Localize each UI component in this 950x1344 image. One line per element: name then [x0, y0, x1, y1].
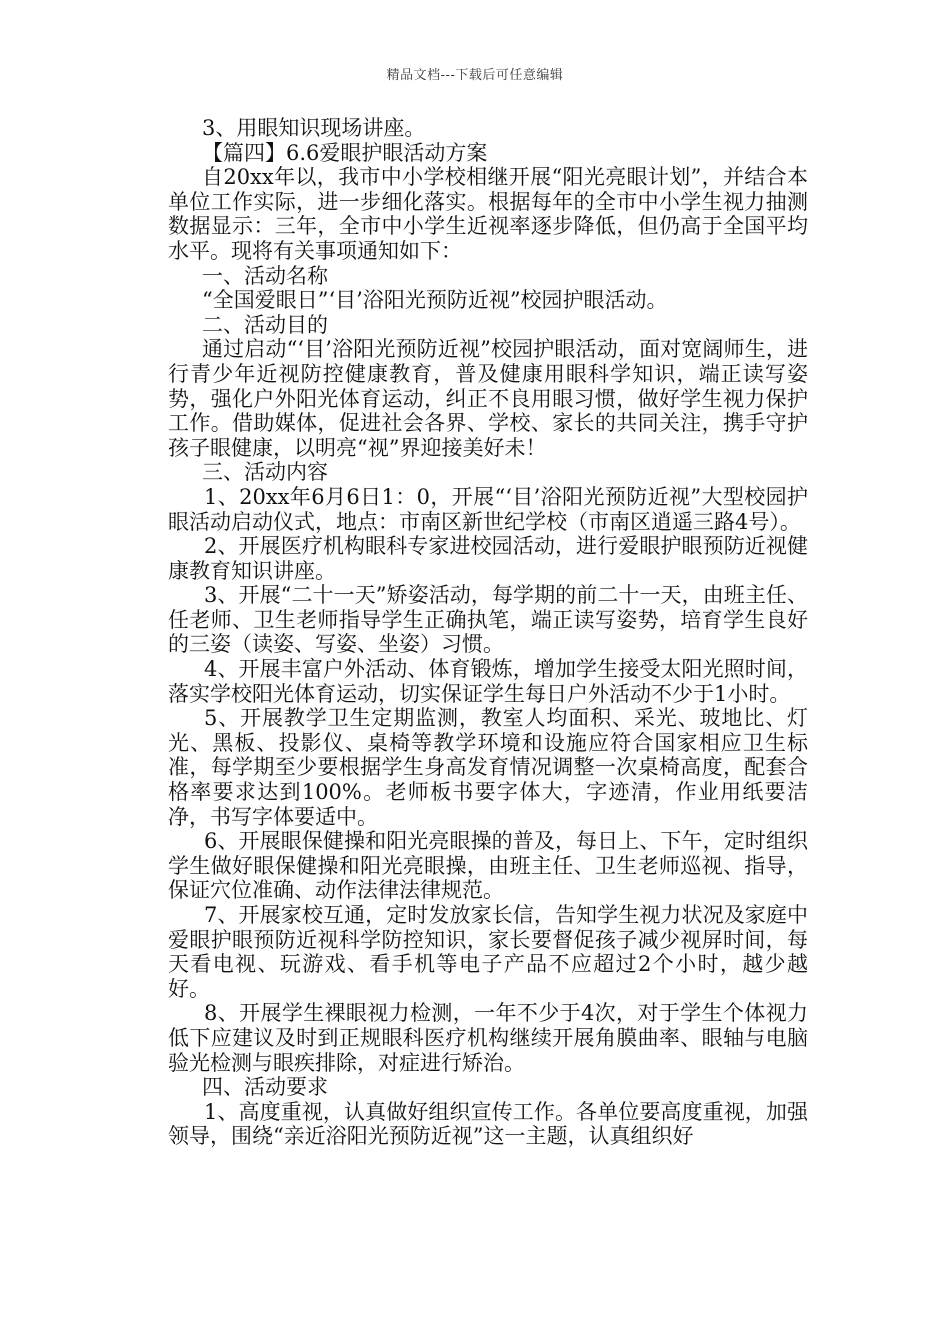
heading-activity-name: 一、活动名称	[202, 263, 328, 288]
content-item-5: 5、开展教学卫生定期监测，教室人均面积、采光、玻地比、灯光、黑板、投影仪、桌椅等教学环境和设施应符合国家相应卫生标准，每学期至少要根据学生身高发育情况调整一次桌椅高度，配套合格率要求达到100%。老师板书要字体大，字迹清，作业用纸要洁净，书写字体要适中。	[168, 706, 808, 829]
paragraph-intro: 自20xx年以，我市中小学校相继开展“阳光亮眼计划”，并结合本单位工作实际，进一步细化落实。根据每年的全市中小学生视力抽测数据显示：三年，全市中小学生近视率逐步降低，但仍高于全国平均水平。现将有关事项通知如下：	[168, 165, 808, 263]
page-header: 精品文档---下载后可任意编辑	[386, 68, 564, 83]
heading-activity-content: 三、活动内容	[202, 460, 328, 485]
content-item-8: 8、开展学生裸眼视力检测，一年不少于4次，对于学生个体视力低下应建议及时到正规眼科医疗机构继续开展角膜曲率、眼轴与电脑验光检测与眼疾排除，对症进行矫治。	[168, 1001, 808, 1075]
heading-activity-requirements: 四、活动要求	[202, 1075, 328, 1100]
content-item-3: 3、开展“二十一天”矫姿活动，每学期的前二十一天，由班主任、任老师、卫生老师指导学生正确执笔，端正读写姿势，培育学生良好的三姿（读姿、写姿、坐姿）习惯。	[168, 583, 808, 657]
section-title: 【篇四】6.6爱眼护眼活动方案	[202, 140, 488, 165]
paragraph-activity-name: “全国爱眼日”‘目’浴阳光预防近视”校园护眼活动。	[202, 288, 668, 313]
requirement-item-1: 1、高度重视，认真做好组织宣传工作。各单位要高度重视，加强领导，围绕“亲近浴阳光预防近视”这一主题，认真组织好	[168, 1099, 808, 1149]
content-item-4: 4、开展丰富户外活动、体育锻炼，增加学生接受太阳光照时间，落实学校阳光体育运动，切实保证学生每日户外活动不少于1小时。	[168, 657, 808, 706]
paragraph-activity-purpose: 通过启动“‘目’浴阳光预防近视”校园护眼活动，面对宽阔师生，进行青少年近视防控健康教育，普及健康用眼科学知识，端正读写姿势，强化户外阳光体育运动，纠正不良用眼习惯，做好学生视力保护工作。借助媒体，促进社会各界、学校、家长的共同关注，携手守护孩子眼健康，以明亮“视”界迎接美好未！	[168, 337, 808, 460]
content-item-7: 7、开展家校互通，定时发放家长信，告知学生视力状况及家庭中爱眼护眼预防近视科学防控知识，家长要督促孩子减少视屏时间，每天看电视、玩游戏、看手机等电子产品不应超过2个小时，越少越好。	[168, 903, 808, 1001]
heading-activity-purpose: 二、活动目的	[202, 312, 328, 337]
content-item-2: 2、开展医疗机构眼科专家进校园活动，进行爱眼护眼预防近视健康教育知识讲座。	[168, 534, 808, 583]
paragraph-lecture: 3、用眼知识现场讲座。	[202, 116, 426, 140]
document-body	[168, 116, 808, 1149]
content-item-1: 1、20xx年6月6日1：0，开展“‘目’浴阳光预防近视”大型校园护眼活动启动仪式，地点：市南区新世纪学校（市南区逍遥三路4号）。	[168, 484, 808, 534]
content-item-6: 6、开展眼保健操和阳光亮眼操的普及，每日上、下午，定时组织学生做好眼保健操和阳光亮眼操，由班主任、卫生老师巡视、指导，保证穴位准确、动作法律法律规范。	[168, 829, 808, 903]
